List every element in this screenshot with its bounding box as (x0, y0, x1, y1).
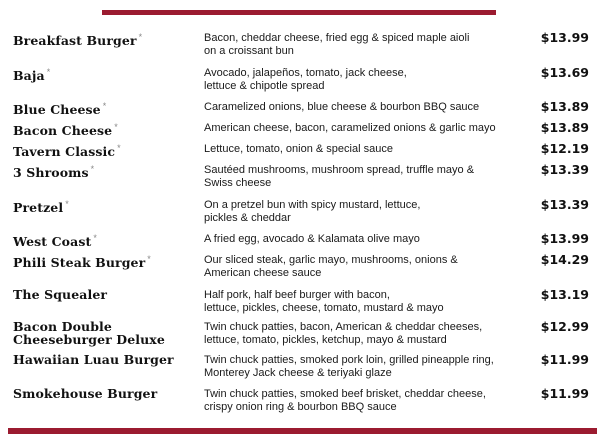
item-name (13, 288, 107, 301)
item-price: $13.89 (540, 99, 589, 114)
item-name-line: Bacon Double (13, 319, 112, 334)
item-name-line: The Squealer (13, 287, 108, 302)
item-star-mark: * (46, 67, 51, 77)
item-name (13, 198, 69, 214)
item-price: $12.99 (540, 319, 589, 334)
item-description-line: Bacon, cheddar cheese, fried egg & spiced maple aioli (204, 32, 470, 44)
item-description-line: On a pretzel bun with spicy mustard, lettuce, (204, 199, 421, 211)
item-description (204, 143, 524, 156)
item-description (204, 164, 524, 189)
item-description-line: Twin chuck patties, bacon, American & cheddar cheeses, (204, 321, 483, 333)
item-name-line: Pretzel * (13, 199, 69, 216)
item-description-line: Twin chuck patties, smoked pork loin, grilled pineapple ring, (204, 354, 494, 366)
item-star-mark: * (147, 254, 151, 264)
item-star-mark: * (117, 143, 121, 153)
item-description-line: lettuce, tomato, pickles, ketchup, mayo & mustard (204, 333, 447, 346)
item-name-line: Phili Steak Burger * (13, 254, 151, 271)
item-star-mark: * (114, 122, 118, 132)
item-name (13, 253, 151, 269)
item-name-line: Breakfast Burger * (13, 32, 143, 49)
item-name (13, 100, 106, 116)
item-description-line: Half pork, half beef burger with bacon, (204, 289, 390, 301)
item-star-mark: * (65, 199, 69, 209)
item-description (204, 354, 524, 379)
item-description-line: lettuce, pickles, cheese, tomato, mustard & mayo (204, 301, 444, 314)
item-description-line: on a croissant bun (204, 44, 294, 57)
item-star-mark: * (90, 164, 95, 174)
item-description-line: crispy onion ring & bourbon BBQ sauce (204, 400, 397, 413)
item-description (204, 199, 524, 224)
item-description-line: Sautéed mushrooms, mushroom spread, truffle mayo & (204, 164, 475, 176)
item-price: $13.19 (540, 287, 589, 302)
item-name-line: Cheeseburger Deluxe (13, 332, 165, 347)
item-price: $13.89 (540, 120, 589, 135)
item-description-line: A fried egg, avocado & Kalamata olive mayo (204, 233, 420, 245)
item-description (204, 321, 524, 346)
item-price: $13.99 (540, 231, 589, 246)
item-description-line: American cheese, bacon, caramelized onions & garlic mayo (204, 122, 496, 134)
item-name (13, 387, 157, 400)
item-description (204, 233, 524, 246)
item-name (13, 353, 174, 366)
item-name-line: West Coast * (13, 233, 97, 250)
item-description-line: pickles & cheddar (204, 211, 291, 224)
bottom-divider (8, 428, 597, 434)
item-description-line: Twin chuck patties, smoked beef brisket, cheddar cheese, (204, 388, 486, 400)
item-name-line: Blue Cheese * (13, 101, 107, 118)
item-description-line: Monterey Jack cheese & teriyaki glaze (204, 366, 392, 379)
item-description-line: American cheese sauce (204, 266, 322, 279)
item-name (13, 31, 142, 47)
item-name-line: Baja * (13, 67, 51, 84)
item-name (13, 320, 165, 346)
item-name-line: Hawaiian Luau Burger (13, 352, 174, 367)
item-description (204, 32, 524, 57)
item-description (204, 122, 524, 135)
item-price: $13.69 (540, 65, 589, 80)
item-description-line: Swiss cheese (204, 176, 272, 189)
item-name-line: 3 Shrooms * (13, 164, 95, 181)
item-price: $13.99 (540, 30, 589, 45)
item-price: $12.19 (540, 141, 589, 156)
item-name (13, 232, 97, 248)
item-description-line: Caramelized onions, blue cheese & bourbon BBQ sauce (204, 101, 480, 113)
item-description-line: lettuce & chipotle spread (204, 79, 325, 92)
item-description (204, 388, 524, 413)
item-star-mark: * (93, 233, 97, 243)
item-name-line: Bacon Cheese * (13, 122, 118, 139)
item-price: $11.99 (540, 386, 589, 401)
item-star-mark: * (138, 32, 143, 42)
item-name-line: Smokehouse Burger (13, 386, 158, 401)
item-star-mark: * (102, 101, 107, 111)
item-name (13, 142, 121, 158)
item-price: $13.39 (540, 197, 589, 212)
item-description-line: Avocado, jalapeños, tomato, jack cheese, (204, 67, 407, 79)
item-description (204, 101, 524, 114)
item-name (13, 121, 118, 137)
item-name (13, 66, 50, 82)
item-description-line: Lettuce, tomato, onion & special sauce (204, 143, 393, 155)
item-description (204, 289, 524, 314)
item-name (13, 163, 94, 179)
item-description (204, 67, 524, 92)
item-description-line: Our sliced steak, garlic mayo, mushrooms, onions & (204, 254, 458, 266)
item-price: $13.39 (540, 162, 589, 177)
item-description (204, 254, 524, 279)
item-price: $11.99 (540, 352, 589, 367)
item-price: $14.29 (540, 252, 589, 267)
item-name-line: Tavern Classic * (13, 143, 121, 160)
